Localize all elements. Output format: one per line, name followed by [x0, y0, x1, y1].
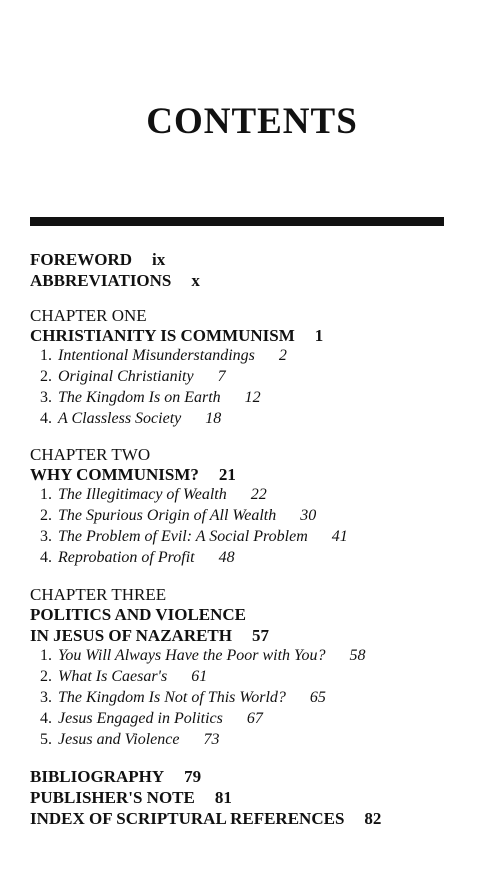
toc-subentry[interactable]	[40, 528, 348, 546]
entry-label: FOREWORD	[30, 250, 132, 269]
chapter-one-heading: CHAPTER ONE	[30, 306, 147, 325]
entry-label: WHY COMMUNISM?	[30, 465, 199, 484]
entry-label: What Is Caesar's	[58, 668, 168, 685]
toc-subentry[interactable]	[40, 689, 326, 707]
entry-page: 30	[300, 507, 317, 524]
toc-entry-publishers-note[interactable]	[30, 788, 232, 808]
entry-label: IN JESUS OF NAZARETH	[30, 626, 232, 645]
entry-number: 4.	[40, 549, 52, 566]
entry-page: 73	[203, 731, 220, 748]
entry-page: 22	[250, 486, 267, 503]
entry-page: 48	[218, 549, 235, 566]
entry-page: 7	[217, 368, 226, 385]
toc-subentry[interactable]	[40, 486, 267, 504]
entry-label: Intentional Misunderstandings	[58, 347, 255, 364]
entry-label: A Classless Society	[58, 410, 182, 427]
toc-subentry[interactable]	[40, 368, 226, 386]
entry-page: 81	[214, 788, 232, 807]
entry-label: CHRISTIANITY IS COMMUNISM	[30, 326, 295, 345]
entry-label: BIBLIOGRAPHY	[30, 767, 165, 786]
entry-number: 3.	[40, 689, 52, 706]
entry-label: The Kingdom Is on Earth	[58, 389, 221, 406]
toc-entry-index[interactable]	[30, 809, 381, 829]
entry-label: Jesus Engaged in Politics	[58, 710, 223, 727]
title-rule	[30, 217, 444, 226]
toc-subentry[interactable]	[40, 507, 316, 525]
entry-number: 3.	[40, 389, 52, 406]
toc-subentry[interactable]	[40, 668, 207, 686]
entry-label: The Kingdom Is Not of This World?	[58, 689, 286, 706]
entry-page: 61	[191, 668, 208, 685]
entry-label: Jesus and Violence	[58, 731, 180, 748]
toc-subentry[interactable]	[40, 389, 261, 407]
entry-label: ABBREVIATIONS	[30, 271, 172, 290]
toc-subentry[interactable]	[40, 347, 287, 365]
entry-label: INDEX OF SCRIPTURAL REFERENCES	[30, 809, 345, 828]
entry-page: 18	[205, 410, 222, 427]
entry-page: 58	[349, 647, 366, 664]
entry-page: 12	[244, 389, 261, 406]
toc-entry-chapter-one[interactable]	[30, 326, 323, 346]
entry-page: 67	[246, 710, 263, 727]
entry-page: 1	[314, 326, 324, 345]
entry-page: 82	[364, 809, 382, 828]
entry-label: The Problem of Evil: A Social Problem	[58, 528, 308, 545]
toc-subentry[interactable]	[40, 410, 221, 428]
entry-number: 4.	[40, 410, 52, 427]
entry-label: The Illegitimacy of Wealth	[58, 486, 227, 503]
entry-page: 57	[252, 626, 269, 645]
toc-entry-foreword[interactable]	[30, 250, 165, 270]
toc-subentry[interactable]	[40, 647, 365, 665]
toc-entry-chapter-two[interactable]	[30, 465, 236, 485]
entry-number: 2.	[40, 668, 52, 685]
toc-subentry[interactable]	[40, 710, 263, 728]
entry-number: 1.	[40, 647, 52, 664]
entry-number: 1.	[40, 347, 52, 364]
entry-label: The Spurious Origin of All Wealth	[58, 507, 277, 524]
entry-label: You Will Always Have the Poor with You?	[58, 647, 326, 664]
entry-page: 65	[309, 689, 326, 706]
toc-entry-chapter-three[interactable]	[30, 626, 269, 646]
chapter-three-heading: CHAPTER THREE	[30, 585, 167, 604]
entry-page: x	[191, 271, 200, 290]
toc-subentry[interactable]	[40, 549, 235, 567]
entry-label: Reprobation of Profit	[58, 549, 195, 566]
toc-entry-abbreviations[interactable]	[30, 271, 200, 291]
chapter-three-title-line1[interactable]: POLITICS AND VIOLENCE	[30, 605, 247, 624]
entry-label: Original Christianity	[58, 368, 194, 385]
entry-page: 41	[331, 528, 348, 545]
entry-page: 21	[218, 465, 236, 484]
entry-number: 2.	[40, 507, 52, 524]
toc-entry-bibliography[interactable]	[30, 767, 201, 787]
entry-page: ix	[152, 250, 166, 269]
toc-subentry[interactable]	[40, 731, 219, 749]
entry-page: 2	[278, 347, 287, 364]
entry-label: PUBLISHER'S NOTE	[30, 788, 195, 807]
entry-number: 2.	[40, 368, 52, 385]
page-title: CONTENTS	[146, 101, 358, 142]
entry-number: 3.	[40, 528, 52, 545]
entry-number: 4.	[40, 710, 52, 727]
entry-number: 5.	[40, 731, 52, 748]
chapter-two-heading: CHAPTER TWO	[30, 445, 151, 464]
entry-page: 79	[184, 767, 202, 786]
entry-number: 1.	[40, 486, 52, 503]
